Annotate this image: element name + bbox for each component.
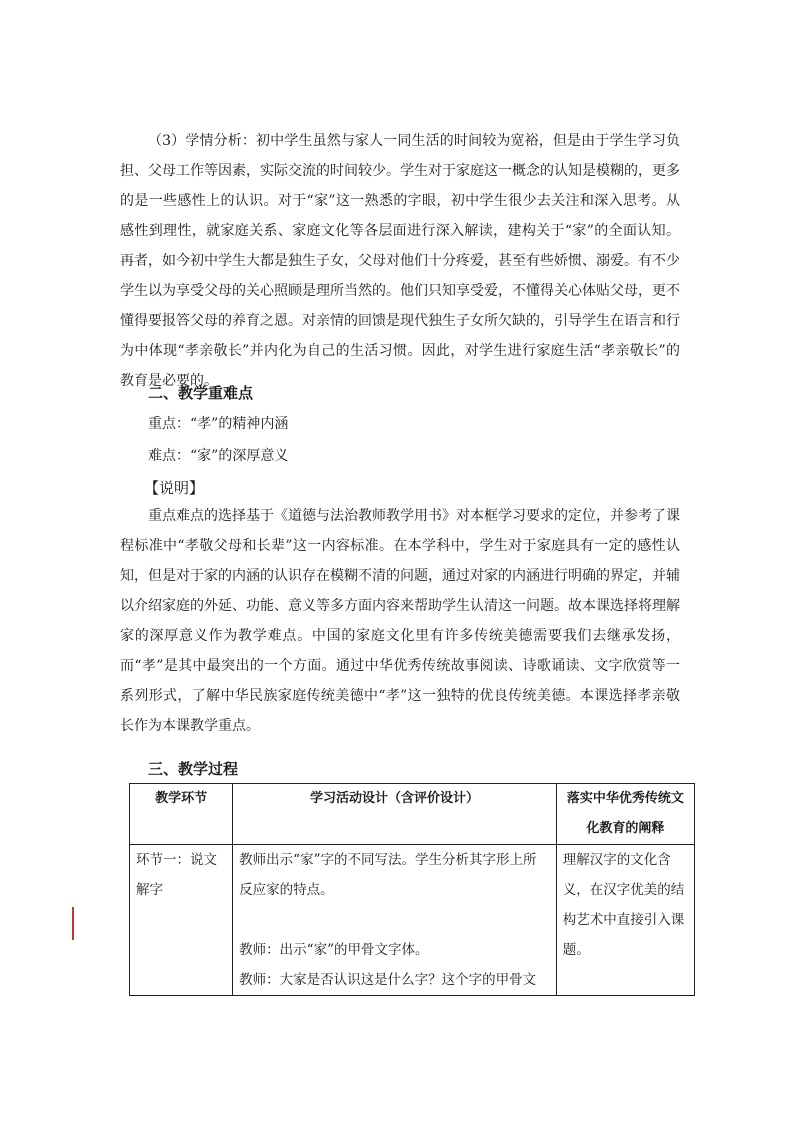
- teaching-process-table: [129, 783, 695, 996]
- explanation-text: 理解汉字的文化含义，在汉字优美的结构艺术中直接引入课题。: [562, 852, 685, 958]
- student-analysis-paragraph: （3）学情分析：初中学生虽然与家人一同生活的时间较为宽裕，但是由于学生学习负担、父母工作等因素，实际交流的时间较少。学生对于家庭这一概念的认知是模糊的，更多的是一些感性上的认识。对于“家”这一熟悉的字眼，初中学生很少去关注和深入思考。从感性到理性，就家庭关系、家庭文化等各层面进行深入解读，建构关于“家”的全面认知。再者，如今初中学生大都是独生子女，父母对他们十分疼爱，甚至有些娇惯、溺爱。有不少学生以为享受父母的关心照顾是理所当然的。他们只知享受爱，不懂得关心体贴父母，更不懂得要报答父母的养育之恩。对亲情的回馈是现代独生子女所欠缺的，引导学生在语言和行为中体现“孝亲敬长”并内化为自己的生活习惯。因此，对学生进行家庭生活“孝亲敬长”的教育是必要的。: [120, 133, 680, 389]
- explanation-label: 【说明】: [144, 479, 205, 497]
- table-header-row: [130, 784, 695, 845]
- activity-text-3: 教师：大家是否认识这是什么字？这个字的甲骨文: [239, 972, 537, 988]
- stage-text: 环节一：说文解字: [136, 852, 217, 898]
- difficult-point-line: 难点：“家”的深厚意义: [148, 448, 289, 464]
- header-explanation: 落实中华优秀传统文化教育的阐释: [556, 784, 694, 845]
- explanation-paragraph: 重点难点的选择基于《道德与法治教师教学用书》对本框学习要求的定位，并参考了课程标准中“孝敬父母和长辈”这一内容标准。在本学科中，学生对于家庭具有一定的感性认知，但是对于家的内涵的认识存在模糊不清的问题，通过对家的内涵进行明确的界定，并辅以介绍家庭的外延、功能、意义等多方面内容来帮助学生认清这一问题。故本课选择将理解家的深厚意义作为教学难点。中国的家庭文化里有许多传统美德需要我们去继承发扬，而“孝”是其中最突出的一个方面。通过中华优秀传统故事阅读、诗歌诵读、文字欣赏等一系列形式，了解中华民族家庭传统美德中“孝”这一独特的优良传统美德。本课选择孝亲敬长作为本课教学重点。: [120, 508, 680, 734]
- activity-cell: [233, 845, 557, 996]
- key-point-line: 重点：“孝”的精神内涵: [148, 416, 289, 432]
- explanation-cell: [556, 845, 694, 996]
- spacer: [239, 905, 550, 935]
- section-heading-teaching-process: 三、教学过程: [148, 760, 239, 778]
- section-heading-key-difficult-points: 二、教学重难点: [148, 384, 254, 402]
- table-row: [130, 845, 695, 996]
- activity-text-2: 教师：出示“家”的甲骨文字体。: [239, 942, 429, 958]
- activity-text-1: 教师出示“家”字的不同写法。学生分析其字形上所反应家的特点。: [239, 852, 537, 898]
- margin-revision-marker: [72, 907, 74, 940]
- header-stage: 教学环节: [130, 784, 233, 845]
- stage-cell: [130, 845, 233, 996]
- header-activity: 学习活动设计（含评价设计）: [233, 784, 557, 845]
